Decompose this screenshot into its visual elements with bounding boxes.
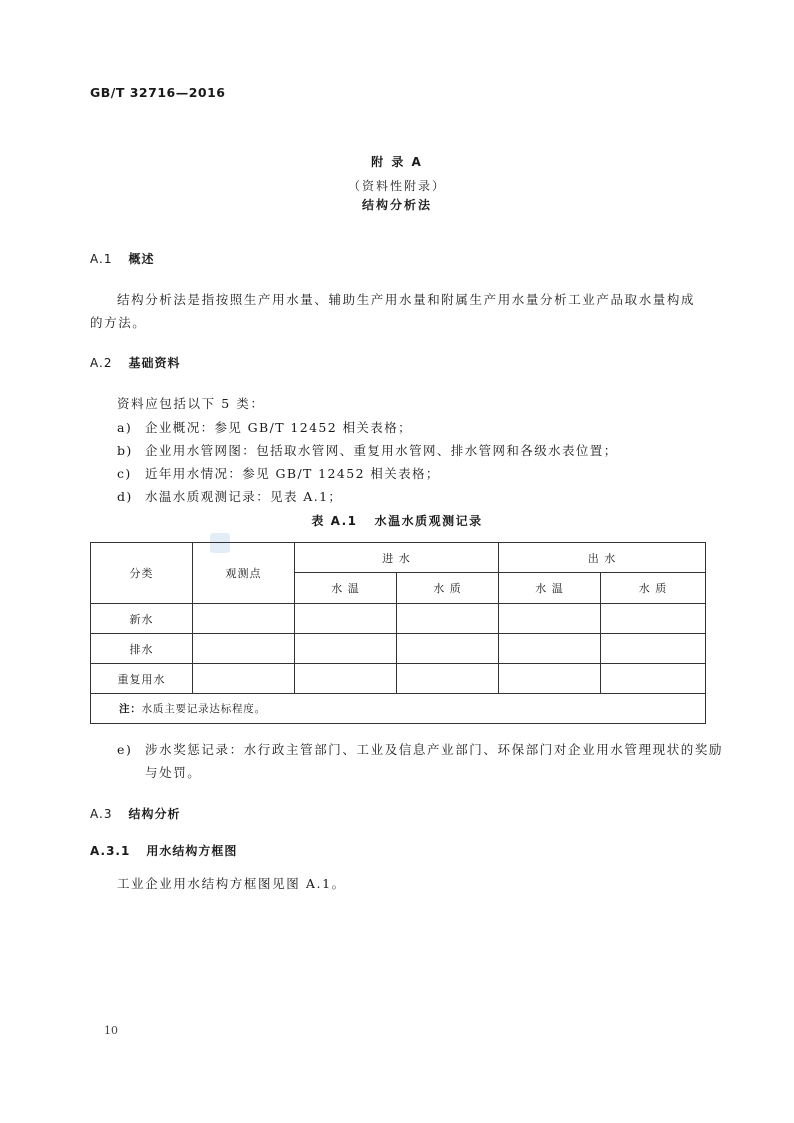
section-a2-intro: 资料应包括以下 5 类： xyxy=(117,396,265,411)
table-row xyxy=(91,664,706,694)
table-cell xyxy=(295,664,397,694)
appendix-title: 附 录 A xyxy=(371,155,423,169)
row-label: 新水 xyxy=(91,604,193,634)
table-cell xyxy=(193,634,295,664)
section-title: 基础资料 xyxy=(128,356,181,370)
table-caption xyxy=(0,512,794,529)
row-label: 重复用水 xyxy=(91,664,193,694)
section-title: 概述 xyxy=(128,252,155,266)
table-row xyxy=(91,604,706,634)
list-item-text: 涉水奖惩记录：水行政主管部门、工业及信息产业部门、环保部门对企业用水管理现状的奖励与处罚。 xyxy=(145,742,724,780)
note-label: 注： xyxy=(119,703,142,715)
list-item-text: 企业概况：参见 GB/T 12452 相关表格； xyxy=(145,420,413,435)
table-cell xyxy=(601,664,706,694)
appendix-name: 结构分析法 xyxy=(361,198,432,212)
table-cell xyxy=(295,634,397,664)
list-item-label: d) xyxy=(117,489,133,504)
header-out-quality: 水 质 xyxy=(601,573,706,604)
list-item-text: 近年用水情况：参见 GB/T 12452 相关表格； xyxy=(145,466,440,481)
list-item-text: 水温水质观测记录：见表 A.1； xyxy=(145,489,343,504)
header-category: 分类 xyxy=(91,543,193,604)
header-point: 观测点 xyxy=(193,543,295,604)
list-item xyxy=(117,487,342,505)
page-number: 10 xyxy=(104,1024,118,1037)
section-a1-text: 结构分析法是指按照生产用水量、辅助生产用水量和附属生产用水量分析工业产品取水量构成的方法。 xyxy=(90,292,696,330)
table-cell xyxy=(499,634,601,664)
list-item-label: a) xyxy=(117,420,133,435)
list-item xyxy=(117,441,618,459)
section-a3-heading xyxy=(90,805,180,822)
table-cell xyxy=(295,604,397,634)
list-item xyxy=(117,738,735,784)
table-header-row xyxy=(91,543,706,573)
header-in-quality: 水 质 xyxy=(397,573,499,604)
section-a31-text: 工业企业用水结构方框图见图 A.1。 xyxy=(117,876,346,891)
table-cell xyxy=(397,634,499,664)
list-item-label: e) xyxy=(117,742,133,757)
section-number: A.3 xyxy=(90,807,113,821)
table-cell xyxy=(193,604,295,634)
table-cell xyxy=(397,604,499,634)
list-item xyxy=(117,464,440,482)
table-note xyxy=(91,694,706,724)
table-caption-title: 水温水质观测记录 xyxy=(374,514,483,528)
section-title: 结构分析 xyxy=(128,807,181,821)
table-caption-number: 表 A.1 xyxy=(311,514,358,528)
section-number: A.2 xyxy=(90,356,113,370)
list-item-label: c) xyxy=(117,466,132,481)
standard-number: GB/T 32716—2016 xyxy=(90,85,226,100)
section-title: 用水结构方框图 xyxy=(146,844,238,858)
table-cell xyxy=(601,634,706,664)
section-a31-heading xyxy=(90,842,237,859)
section-a1-heading xyxy=(90,250,154,267)
header-out-temp: 水 温 xyxy=(499,573,601,604)
section-number: A.3.1 xyxy=(90,844,131,858)
list-item-label: b) xyxy=(117,443,133,458)
table-cell xyxy=(499,664,601,694)
header-out-water: 出 水 xyxy=(499,543,706,573)
observation-table xyxy=(90,542,706,724)
list-item xyxy=(117,418,412,436)
table-cell xyxy=(193,664,295,694)
header-in-water: 进 水 xyxy=(295,543,499,573)
section-a2-heading xyxy=(90,354,180,371)
table-row xyxy=(91,634,706,664)
table-cell xyxy=(397,664,499,694)
table-cell xyxy=(499,604,601,634)
row-label: 排水 xyxy=(91,634,193,664)
list-item-text: 企业用水管网图：包括取水管网、重复用水管网、排水管网和各级水表位置； xyxy=(145,443,618,458)
note-text: 水质主要记录达标程度。 xyxy=(141,703,266,715)
table-note-row xyxy=(91,694,706,724)
header-in-temp: 水 温 xyxy=(295,573,397,604)
appendix-subtitle: （资料性附录） xyxy=(347,179,446,193)
section-number: A.1 xyxy=(90,252,113,266)
table-cell xyxy=(601,604,706,634)
